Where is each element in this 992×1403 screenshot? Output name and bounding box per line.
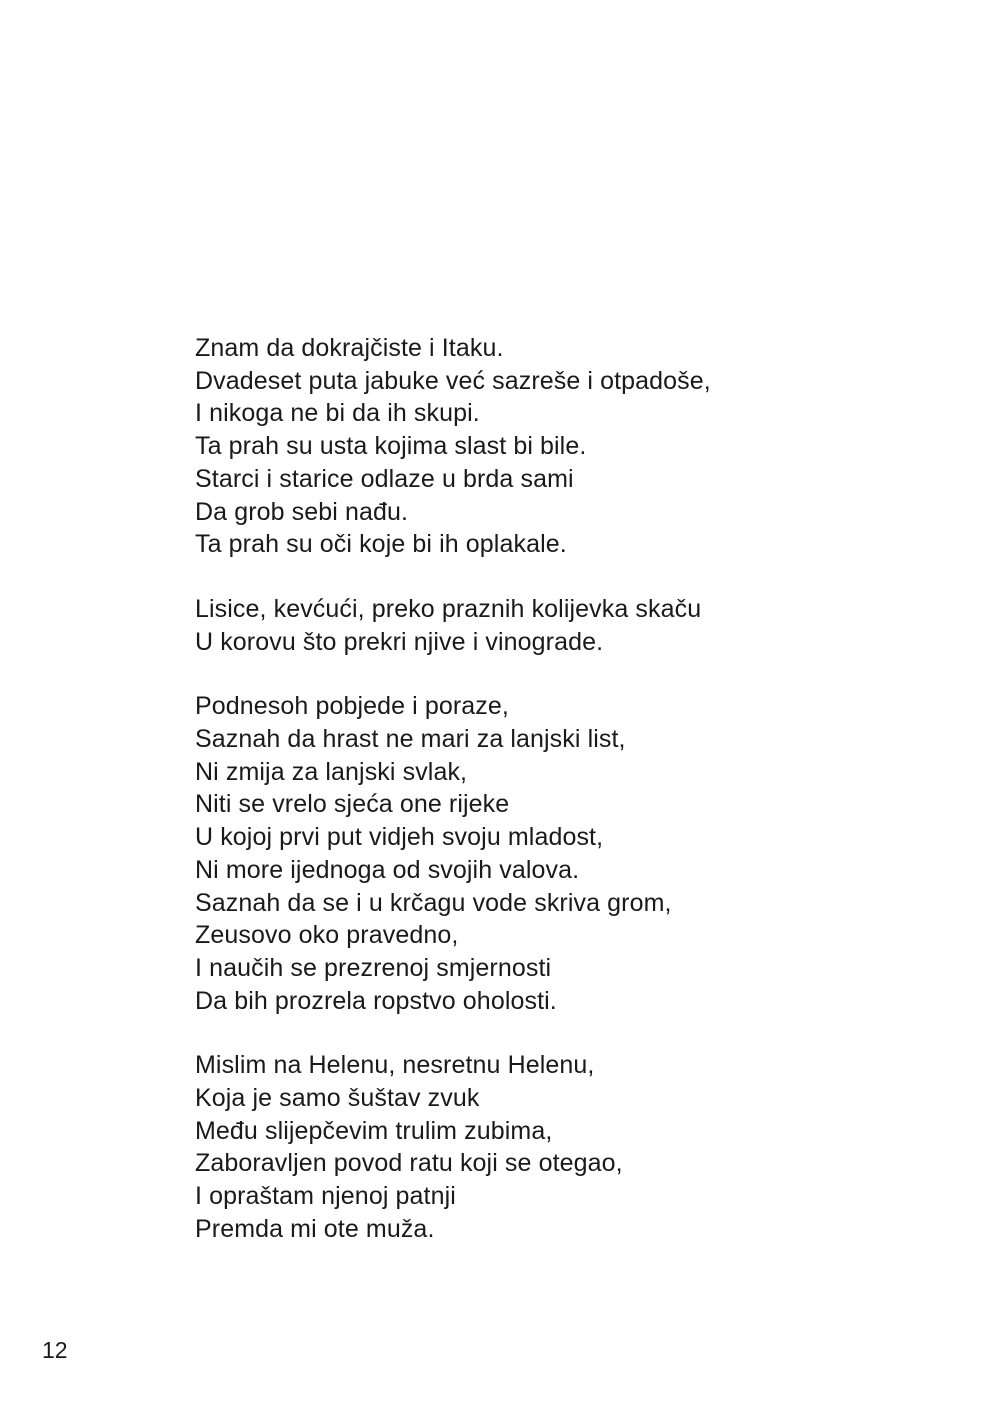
poem-line: Mislim na Helenu, nesretnu Helenu,: [195, 1051, 595, 1080]
poem-line: Saznah da hrast ne mari za lanjski list,: [195, 725, 626, 754]
poem-line: Ni zmija za lanjski svlak,: [195, 757, 468, 786]
poem-line: Ni more ijednoga od svojih valova.: [195, 855, 580, 884]
poem-line: Koja je samo šuštav zvuk: [195, 1084, 480, 1113]
stanza-2: [195, 593, 915, 658]
poem-line: Da bih prozrela ropstvo oholosti.: [195, 986, 557, 1015]
poem-line: U kojoj prvi put vidjeh svoju mladost,: [195, 823, 604, 852]
poem-line: I opraštam njenoj patnji: [195, 1182, 456, 1211]
stanza-3: [195, 690, 915, 1017]
poem-line: Ta prah su oči koje bi ih oplakale.: [195, 530, 567, 559]
stanza-4: [195, 1049, 915, 1245]
poem-line: Niti se vrelo sjeća one rijeke: [195, 790, 510, 819]
poem-line: I naučih se prezrenoj smjernosti: [195, 953, 552, 982]
stanza-1: [195, 332, 915, 561]
poem-line: Da grob sebi nađu.: [195, 497, 409, 526]
poem-line: Premda mi ote muža.: [195, 1214, 435, 1243]
poem-line: Dvadeset puta jabuke već sazreše i otpadoše,: [195, 366, 711, 395]
poem-line: Saznah da se i u krčagu vode skriva grom,: [195, 888, 672, 917]
poem-line: I nikoga ne bi da ih skupi.: [195, 399, 480, 428]
poem-line: U korovu što prekri njive i vinograde.: [195, 627, 604, 656]
poem-body: [195, 332, 915, 1278]
poem-line: Zaboravljen povod ratu koji se otegao,: [195, 1149, 623, 1178]
poem-line: Lisice, kevćući, preko praznih kolijevka skaču: [195, 594, 702, 623]
poem-line: Znam da dokrajčiste i Itaku.: [195, 334, 504, 362]
poem-line: Među slijepčevim trulim zubima,: [195, 1116, 553, 1145]
poem-line: Zeusovo oko pravedno,: [195, 921, 459, 950]
poem-line: Ta prah su usta kojima slast bi bile.: [195, 432, 587, 461]
page-number: 12: [42, 1337, 68, 1363]
poem-line: Starci i starice odlaze u brda sami: [195, 464, 574, 493]
poem-line: Podnesoh pobjede i poraze,: [195, 692, 509, 721]
